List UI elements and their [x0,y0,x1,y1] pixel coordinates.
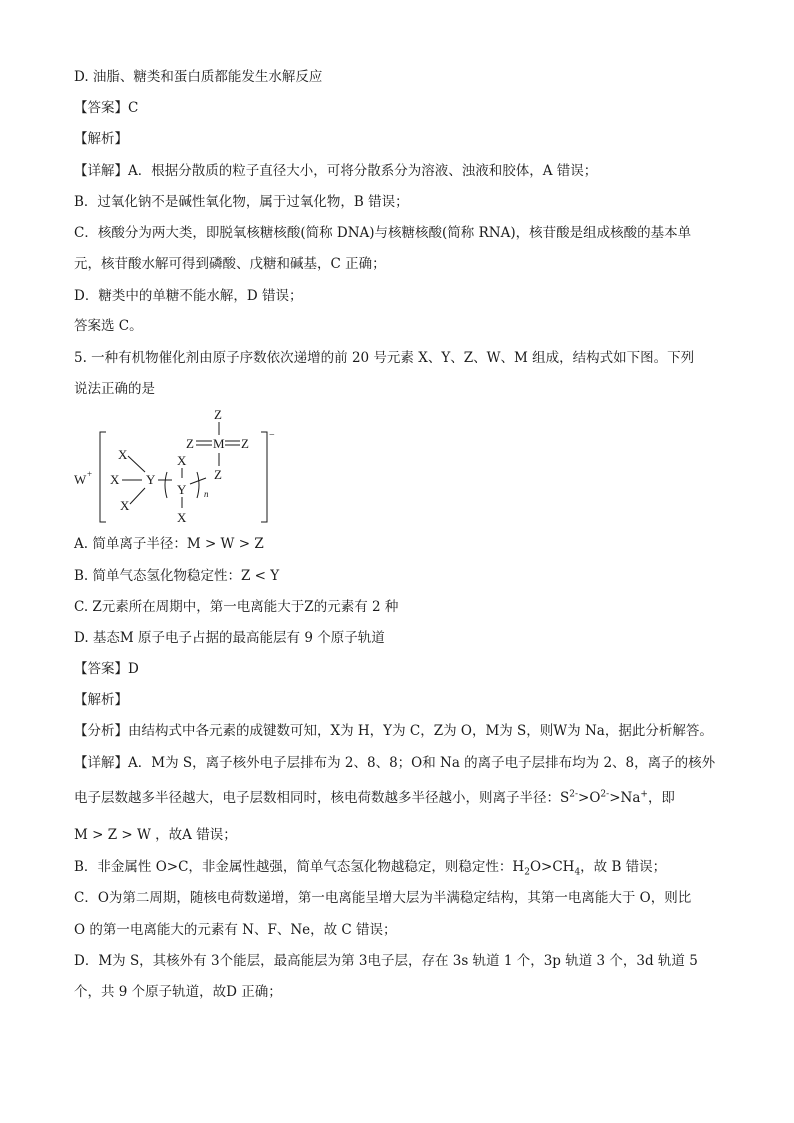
left-bracket [100,432,106,522]
detail-5a-2: 电子层数越多半径越大，电子层数相同时，核电荷数越多半径越小，则离子半径：$S^{2-}>O^{2-}>Na^+$，即 [74,789,675,806]
analysis-label-5: 【解析】 [74,692,128,708]
atom-y-1: Y [146,472,156,487]
answer-label-5: 【答案】D [74,661,139,677]
anion-charge: − [269,430,275,441]
detail-5d-1: D．M为 S，其核外有 3个能层，最高能层为第 3电子层，存在 3s 轨道 1 个，3p 轨道 3 个，3d 轨道 5 [74,953,698,969]
atom-z-left: Z [186,436,194,451]
atom-x-lower: X [177,510,187,525]
detail-a: 【详解】A．根据分散质的粒子直径大小，可将分散系分为溶液、浊液和胶体，A 错误； [74,163,598,179]
option-c: C. Z元素所在周期中，第一电离能大于Z的元素有 2 种 [74,599,399,615]
detail-c-1: C．核酸分为两大类，即脱氧核糖核酸(简称 DNA)与核糖核酸(简称 RNA)，核苷酸是组成核酸的基本单 [74,225,692,241]
atom-z-right: Z [241,436,249,451]
structural-formula [70,400,290,530]
atom-z-lower: Z [214,467,222,482]
option-b: B. 简单气态氢化物稳定性：Z < Y [74,568,280,584]
atom-z-top: Z [214,407,222,422]
cation-charge: + [87,469,93,479]
detail-5c-1: C．O为第二周期，随核电荷数递增，第一电离能呈增大层为半满稳定结构，其第一电离能大于 O，则比 [74,890,692,906]
option-d-prev: D. 油脂、糖类和蛋白质都能发生水解反应 [74,69,323,85]
question-5-stem-2: 说法正确的是 [74,381,155,397]
detail-c-2: 元，核苷酸水解可得到磷酸、戊糖和碱基，C 正确； [74,256,386,272]
detail-5a-3: M > Z > W ，故A 错误； [74,827,237,843]
option-a: A. 简单离子半径：M > W > Z [74,536,264,552]
right-bracket [261,432,267,522]
ion-radius-order: $S^{2-}>O^{2-}>Na^+$ [560,789,648,806]
atom-x-top: X [118,447,128,462]
detail-d: D．糖类中的单糖不能水解，D 错误； [74,288,303,304]
analysis-text: 【分析】由结构式中各元素的成键数可知，X为 H，Y为 C，Z为 O，M为 S，则W为 Na，据此分析解答。 [74,723,713,739]
subscript-n: n [204,489,209,499]
analysis-label: 【解析】 [74,131,128,147]
detail-5b: B．非金属性 O>C，非金属性越强，简单气态氢化物越稳定，则稳定性：$H_2O>CH_4$，故 B 错误； [74,859,667,878]
atom-x-bottom: X [120,498,130,513]
detail-b: B．过氧化钠不是碱性氧化物，属于过氧化物，B 错误； [74,194,409,210]
detail-5d-2: 个，共 9 个原子轨道，故D 正确； [74,984,282,1000]
question-5-stem-1: 5. 一种有机物催化剂由原子序数依次递增的前 20 号元素 X、Y、Z、W、M 组成，结构式如下图。下列 [74,350,695,366]
answer-choice: 答案选 C。 [74,318,143,334]
atom-m: M [213,436,225,451]
atom-x-mid: X [110,472,120,487]
stability-order: $H_2O>CH_4$ [512,859,581,878]
answer-label: 【答案】C [74,100,139,116]
atom-y-2: Y [177,482,187,497]
cation-w: W [74,472,87,487]
detail-5c-2: O 的第一电离能大的元素有 N、F、Ne，故 C 错误； [74,922,397,938]
atom-x-upper: X [177,453,187,468]
option-d: D. 基态M 原子电子占据的最高能层有 9 个原子轨道 [74,630,385,646]
right-paren [197,472,199,498]
left-paren [165,472,167,498]
detail-5a-1: 【详解】A．M为 S，离子核外电子层排布为 2、8、8；O和 Na 的离子电子层排布均为 2、8，离子的核外 [74,755,716,771]
